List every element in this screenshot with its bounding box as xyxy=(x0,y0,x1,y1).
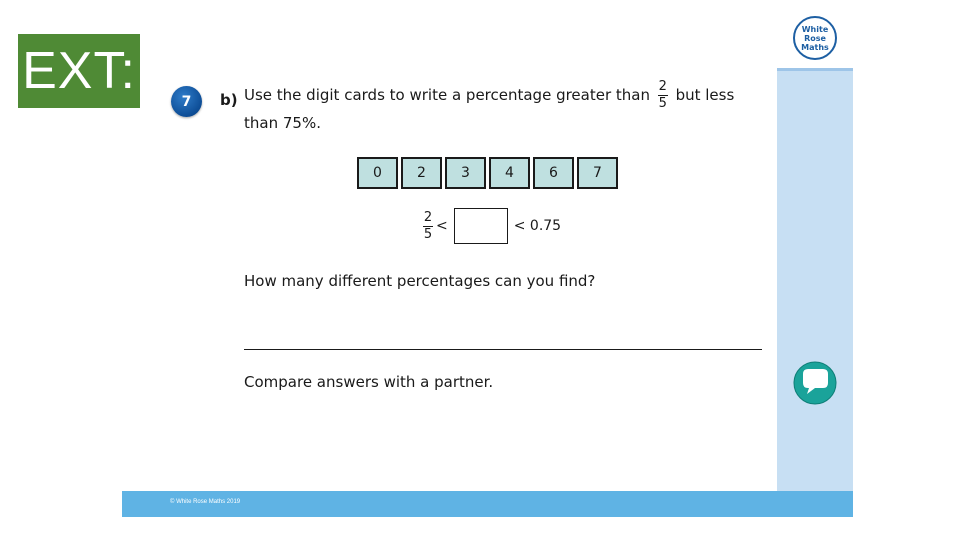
logo-line-3: Maths xyxy=(801,42,829,52)
logo-line-1: White xyxy=(801,24,829,34)
question-number-badge xyxy=(171,86,202,117)
ext-badge xyxy=(18,34,140,108)
question-text-line2: than 75%. xyxy=(244,114,321,132)
fraction-denominator: 5 xyxy=(658,96,667,111)
copyright-text: © White Rose Maths 2019 xyxy=(170,499,241,505)
question-text-before: Use the digit cards to write a percentage greater than xyxy=(244,86,650,104)
digit-card[interactable]: 4 xyxy=(489,157,530,189)
sidebar-logo-area xyxy=(777,0,853,71)
fraction-two-fifths xyxy=(658,80,668,111)
inequality-right: < 0.75 xyxy=(513,218,562,234)
inequality xyxy=(420,206,561,246)
how-many-prompt: How many different percentages can you find? xyxy=(244,272,596,290)
right-sidebar xyxy=(777,0,853,491)
compare-prompt: Compare answers with a partner. xyxy=(244,373,494,391)
question-text xyxy=(244,80,754,135)
white-rose-maths-logo xyxy=(793,16,837,60)
ext-label: EXT: xyxy=(22,42,136,100)
footer-bar xyxy=(122,491,853,517)
less-than-sign: < xyxy=(436,218,448,234)
speech-bubble-icon[interactable] xyxy=(793,361,837,405)
inequality-numerator: 2 xyxy=(423,209,433,225)
digit-card[interactable]: 6 xyxy=(533,157,574,189)
logo-line-2: Rose xyxy=(804,33,826,43)
inequality-denominator: 5 xyxy=(423,226,433,242)
digit-card[interactable]: 2 xyxy=(401,157,442,189)
digit-card[interactable]: 3 xyxy=(445,157,486,189)
question-number: 7 xyxy=(181,93,192,110)
question-part-label: b) xyxy=(220,91,238,109)
answer-box[interactable] xyxy=(454,208,508,244)
digit-card[interactable]: 0 xyxy=(357,157,398,189)
inequality-fraction xyxy=(423,211,433,242)
answer-line[interactable] xyxy=(244,349,762,350)
digit-card[interactable]: 7 xyxy=(577,157,618,189)
digit-cards xyxy=(357,157,618,189)
question-text-after: but less xyxy=(675,86,735,104)
fraction-numerator: 2 xyxy=(658,79,667,94)
